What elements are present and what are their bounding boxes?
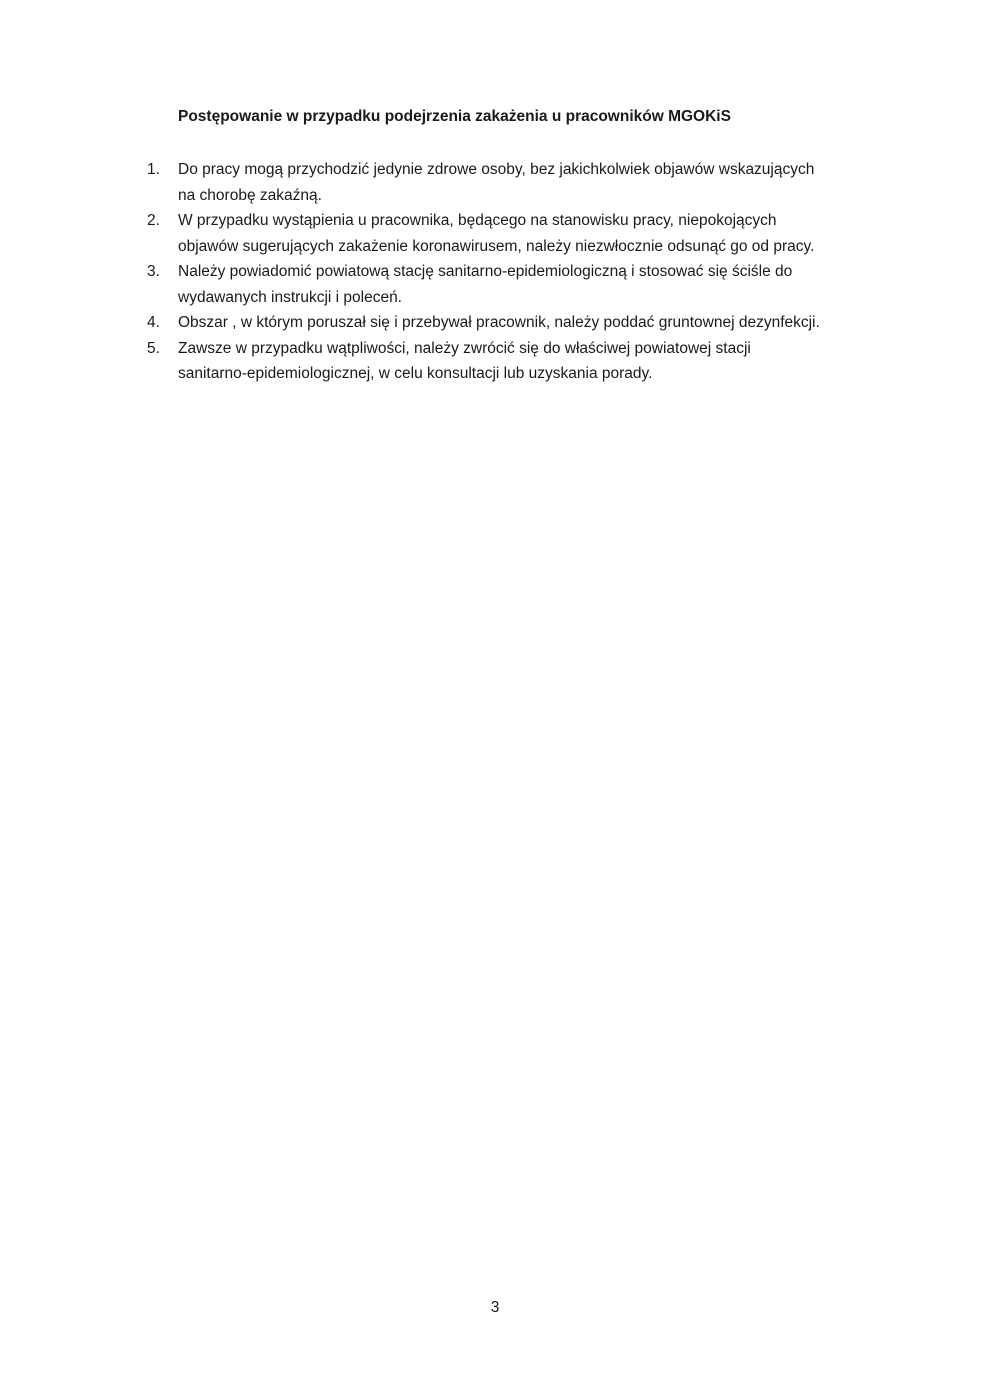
list-item-text-line: Należy powiadomić powiatową stację sanitarno-epidemiologiczną i stosować się ściśle do — [178, 263, 793, 280]
list-item — [0, 259, 990, 310]
list-item — [0, 310, 990, 336]
list-item — [0, 157, 990, 208]
list-item-text-line: objawów sugerujących zakażenie koronawirusem, należy niezwłocznie odsunąć go od pracy. — [178, 237, 815, 255]
list-item-number: 3. — [147, 263, 160, 280]
list-item-number: 5. — [147, 339, 160, 357]
list-item-text-line: Obszar , w którym poruszał się i przebywał pracownik, należy poddać gruntownej dezynfekcji. — [178, 314, 820, 331]
list-item-text-line: Do pracy mogą przychodzić jedynie zdrowe osoby, bez jakichkolwiek objawów wskazujących — [178, 161, 815, 178]
document-title: Postępowanie w przypadku podejrzenia zakażenia u pracowników MGOKiS — [178, 108, 731, 125]
list-item-text-line: Zawsze w przypadku wątpliwości, należy zwrócić się do właściwej powiatowej stacji — [178, 339, 751, 357]
list-item-text-line: wydawanych instrukcji i poleceń. — [178, 288, 402, 306]
list-item-number: 2. — [147, 212, 160, 229]
list-item-text-line: sanitarno-epidemiologicznej, w celu konsultacji lub uzyskania porady. — [178, 365, 653, 382]
page-number: 3 — [490, 1299, 500, 1316]
list-item-text-line: na chorobę zakaźną. — [178, 186, 322, 204]
procedure-list — [0, 157, 990, 387]
list-item-text-line: W przypadku wystąpienia u pracownika, będącego na stanowisku pracy, niepokojących — [178, 212, 777, 229]
list-item — [0, 336, 990, 387]
list-item — [0, 208, 990, 259]
list-item-number: 1. — [147, 161, 160, 178]
list-item-number: 4. — [147, 314, 160, 331]
